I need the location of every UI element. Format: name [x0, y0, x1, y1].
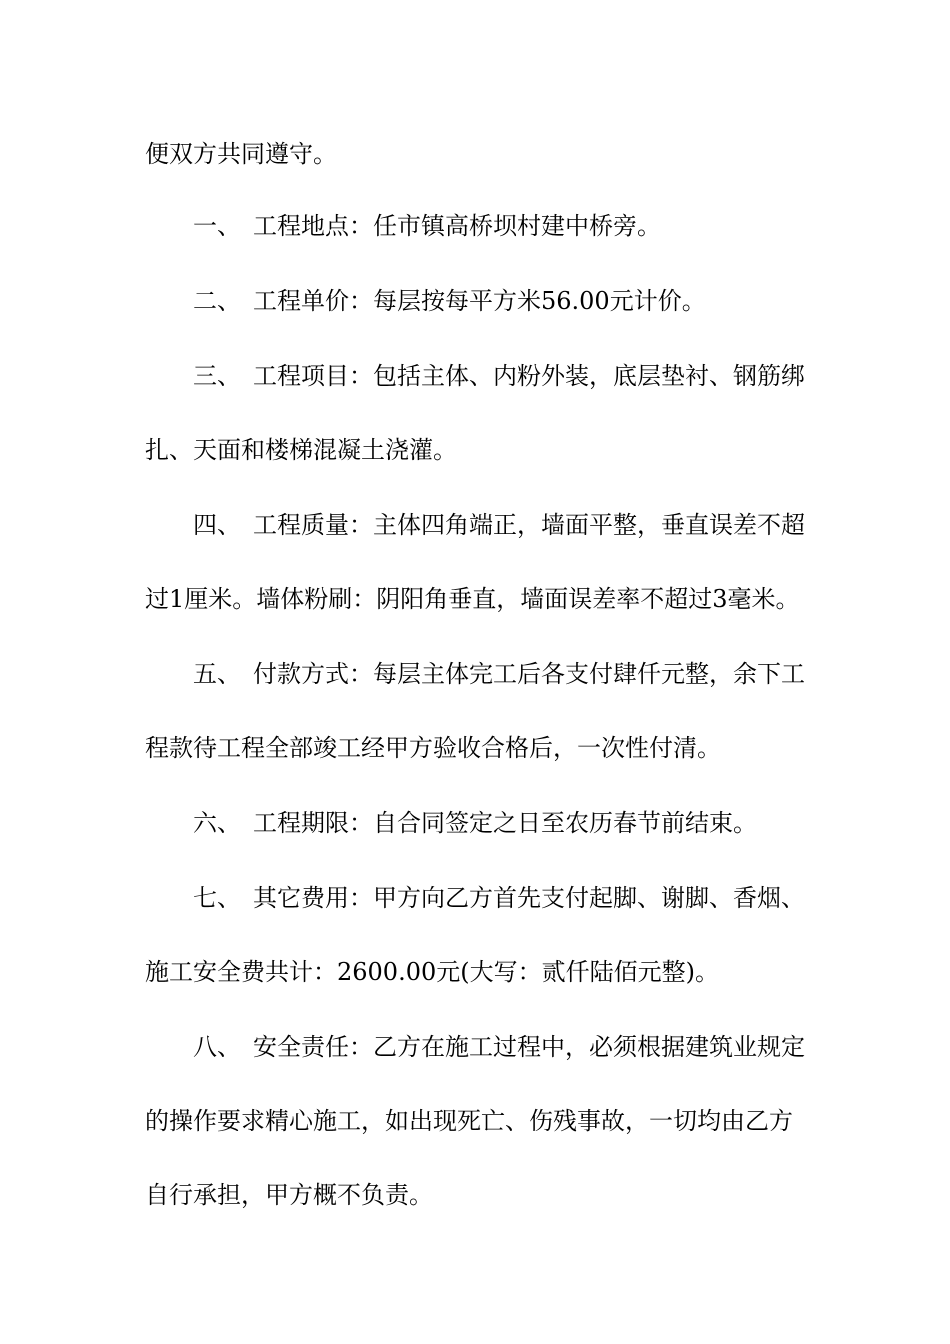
clause-number: 二、 [193, 287, 241, 315]
clause-text: 工程质量：主体四角端正，墙面平整，垂直误差不超 [253, 511, 805, 539]
clause-3-line-1 [193, 360, 873, 392]
clause-1-line-1 [193, 210, 873, 242]
clause-2-line-1 [193, 285, 873, 317]
clause-5-line-1 [193, 658, 873, 690]
clause-7-line-1 [193, 882, 873, 914]
clause-text: 工程期限：自合同签定之日至农历春节前结束。 [253, 809, 757, 837]
intro-continuation: 便双方共同遵守。 [145, 140, 337, 168]
clause-text: 工程项目：包括主体、内粉外装，底层垫衬、钢筋绑 [253, 362, 805, 390]
clause-text: 付款方式：每层主体完工后各支付肆仟元整，余下工 [253, 660, 805, 688]
clause-text: 工程地点：任市镇高桥坝村建中桥旁。 [253, 212, 661, 240]
clause-number: 三、 [193, 362, 241, 390]
clause-8-line-3: 自行承担，甲方概不负责。 [145, 1181, 433, 1209]
clause-number: 八、 [193, 1033, 241, 1061]
clause-number: 五、 [193, 660, 241, 688]
clause-text: 其它费用：甲方向乙方首先支付起脚、谢脚、香烟、 [253, 884, 805, 912]
clause-4-line-2: 过1厘米。墙体粉刷：阴阳角垂直，墙面误差率不超过3毫米。 [145, 585, 800, 613]
clause-7-line-2: 施工安全费共计：2600.00元(大写：贰仟陆佰元整)。 [145, 958, 719, 986]
clause-5-line-2: 程款待工程全部竣工经甲方验收合格后，一次性付清。 [145, 734, 721, 762]
clause-3-line-2: 扎、天面和楼梯混凝土浇灌。 [145, 436, 457, 464]
clause-number: 七、 [193, 884, 241, 912]
clause-6-line-1 [193, 807, 873, 839]
clause-text: 安全责任：乙方在施工过程中，必须根据建筑业规定 [253, 1033, 805, 1061]
clause-number: 四、 [193, 511, 241, 539]
clause-number: 六、 [193, 809, 241, 837]
clause-8-line-1 [193, 1031, 873, 1063]
clause-4-line-1 [193, 509, 873, 541]
clause-number: 一、 [193, 212, 241, 240]
clause-8-line-2: 的操作要求精心施工，如出现死亡、伤残事故，一切均由乙方 [145, 1107, 793, 1135]
clause-text: 工程单价：每层按每平方米56.00元计价。 [253, 287, 706, 315]
